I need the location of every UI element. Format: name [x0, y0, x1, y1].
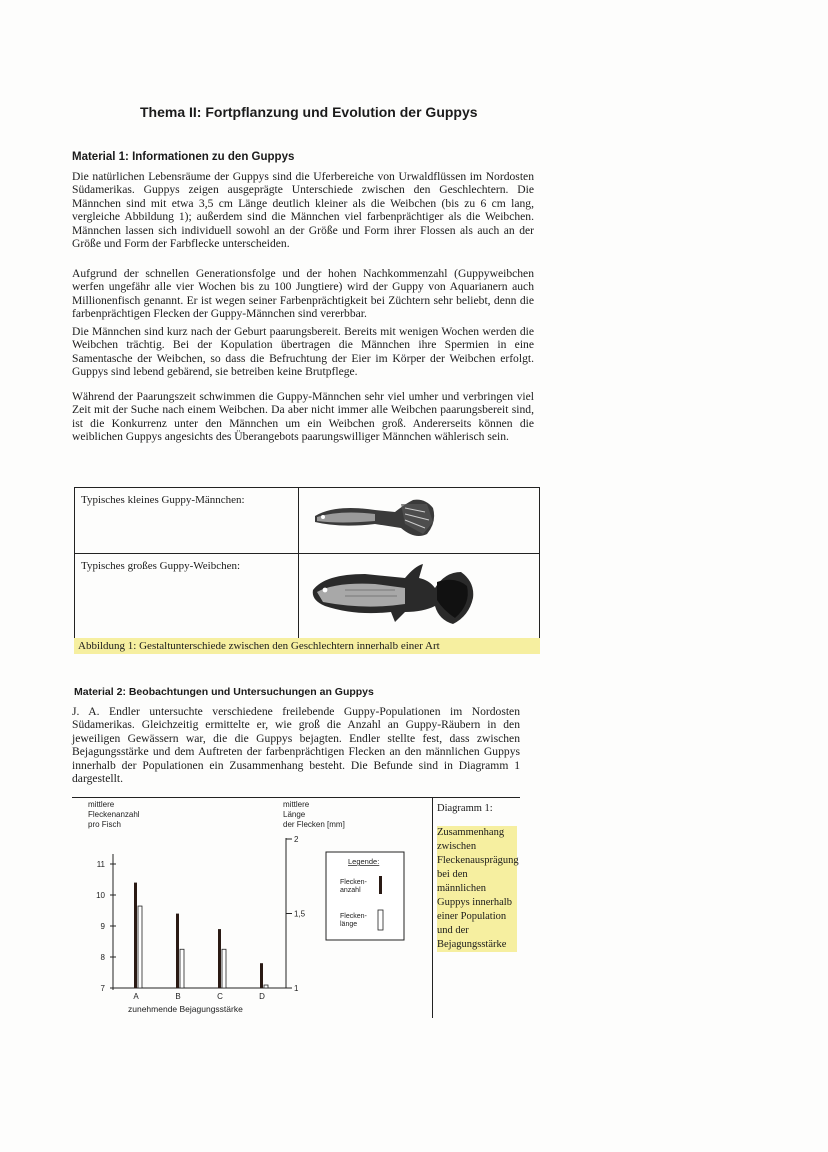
diagram-caption: [437, 802, 517, 952]
figure-caption: Abbildung 1: Gestaltunterschiede zwischen den Geschlechtern innerhalb einer Art: [74, 638, 540, 654]
left-axis-title-line1: mittlere: [88, 800, 115, 809]
table-row: [75, 554, 540, 644]
legend-label-anzahl-2: anzahl: [340, 887, 361, 894]
left-tick-label: 8: [100, 953, 105, 962]
bar-fleckenlaenge-B: [180, 949, 184, 988]
legend-label-laenge-2: länge: [340, 921, 358, 928]
x-axis-label: zunehmende Bejagungsstärke: [128, 1004, 243, 1014]
category-labels: [133, 992, 265, 1001]
category-label-C: C: [217, 992, 223, 1001]
table-cell-female-label: Typisches großes Guppy-Weibchen:: [75, 554, 299, 644]
left-tick-label: 11: [96, 860, 105, 869]
material2-heading: Material 2: Beobachtungen und Untersuchungen an Guppys: [74, 686, 374, 698]
table-cell-male-label: Typisches kleines Guppy-Männchen:: [75, 488, 299, 554]
table-cell-male-image: [299, 488, 540, 554]
bar-fleckenanzahl-A: [134, 883, 137, 988]
category-label-A: A: [133, 992, 139, 1001]
guppy-comparison-table: [74, 487, 540, 644]
right-axis-title-line2: Länge: [283, 810, 306, 819]
chart-bars: [134, 883, 268, 988]
legend-swatch-anzahl: [379, 876, 382, 894]
material1-heading: Material 1: Informationen zu den Guppys: [72, 151, 295, 163]
bar-fleckenanzahl-D: [260, 963, 263, 988]
right-axis-ticks: [286, 835, 306, 993]
material1-paragraph-4: Während der Paarungszeit schwimmen die Guppy-Männchen sehr viel umher und verbringen viel Zeit mit der Suche nach einem Weibchen. Da aber nicht immer alle Weibchen paarungsbereit sind, ist die Konkurrenz unter den Männchen um ein Weibchen groß. Andererseits können die weiblichen Guppys angesichts des Überangebots paarungswilliger Männchen wählerisch sein.: [72, 390, 534, 444]
right-tick-label: 1: [294, 984, 299, 993]
table-cell-female-image: [299, 554, 540, 644]
table-row: [75, 488, 540, 554]
diagram-chart: [72, 798, 432, 1018]
right-tick-label: 2: [294, 835, 299, 844]
material1-paragraph-2: Aufgrund der schnellen Generationsfolge und der hohen Nachkommenzahl (Guppyweibchen werfen ungefähr alle vier Wochen bis zu 100 Jungtiere) wird der Guppy von Aquarianern auch Millionenfisch genannt. Er ist wegen seiner Farbenprächtigkeit bei Züchtern sehr beliebt, denn die farbenprächtigen Flecken der Guppy-Männchen sind vererbbar.: [72, 267, 534, 321]
bar-fleckenlaenge-A: [138, 906, 142, 988]
legend-label-laenge-1: Flecken-: [340, 913, 367, 920]
material1-paragraph-1: Die natürlichen Lebensräume der Guppys sind die Uferbereiche von Urwaldflüssen im Nordosten Südamerikas. Guppys zeigen ausgeprägte Unterschiede zwischen den Geschlechtern. Die Männchen sind mit etwa 3,5 cm Länge deutlich kleiner als die Weibchen (bis zu 6 cm lang, vergleiche Abbildung 1); außerdem sind die Männchen viel farbenprächtiger als die Weibchen. Männchen lassen sich individuell sowohl an der Größe und Form ihrer Flossen als auch an der Größe und Form der Farbflecke unterscheiden.: [72, 170, 534, 251]
left-axis-title-line2: Fleckenanzahl: [88, 810, 140, 819]
material1-paragraph-3: Die Männchen sind kurz nach der Geburt paarungsbereit. Bereits mit wenigen Wochen werden die Weibchen trächtig. Bei der Kopulation übertragen die Männchen ihre Spermien in eine Samentasche der Weibchen, so dass die Befruchtung der Eier im Körper der Weibchen erfolgt. Guppys sind lebend gebärend, sie betreiben keine Brutpflege.: [72, 325, 534, 379]
legend-label-anzahl-1: Flecken-: [340, 879, 367, 886]
category-label-B: B: [175, 992, 181, 1001]
female-guppy-image: [305, 560, 533, 634]
male-guppy-image: [305, 494, 533, 544]
bar-fleckenanzahl-B: [176, 914, 179, 988]
right-axis-title-line1: mittlere: [283, 800, 310, 809]
bar-fleckenlaenge-D: [264, 985, 268, 988]
right-axis-title-line3: der Flecken [mm]: [283, 820, 345, 829]
material2-paragraph: J. A. Endler untersuchte verschiedene freilebende Guppy-Populationen im Nordosten Südamerikas. Gleichzeitig ermittelte er, wie groß die Anzahl an Guppy-Räubern in den jeweiligen Gewässern war, die die Guppys bejagten. Endler stellte fest, dass zwischen Bejagungsstärke und dem Auftreten der farbenprächtigen Flecken an den männlichen Guppys innerhalb der Populationen ein Zusammenhang besteht. Die Befunde sind in Diagramm 1 dargestellt.: [72, 705, 520, 786]
bar-fleckenlaenge-C: [222, 949, 226, 988]
left-tick-label: 9: [100, 922, 105, 931]
diagram-caption-body: Zusammenhang zwischen Fleckenausprägung bei den männlichen Guppys innerhalb einer Population und der Bejagungsstärke: [437, 827, 519, 950]
page-title: Thema II: Fortpflanzung und Evolution der Guppys: [140, 104, 478, 120]
left-tick-label: 10: [96, 891, 105, 900]
diagram-caption-title: Diagramm 1:: [437, 803, 493, 814]
bar-fleckenanzahl-C: [218, 929, 221, 988]
legend-swatch-laenge: [378, 910, 383, 930]
left-axis-title-line3: pro Fisch: [88, 820, 121, 829]
category-label-D: D: [259, 992, 265, 1001]
chart-legend: [326, 852, 404, 940]
right-tick-label: 1,5: [294, 909, 306, 919]
left-tick-label: 7: [100, 984, 105, 993]
legend-title: Legende:: [348, 857, 380, 866]
diagram-divider: [432, 798, 433, 1018]
